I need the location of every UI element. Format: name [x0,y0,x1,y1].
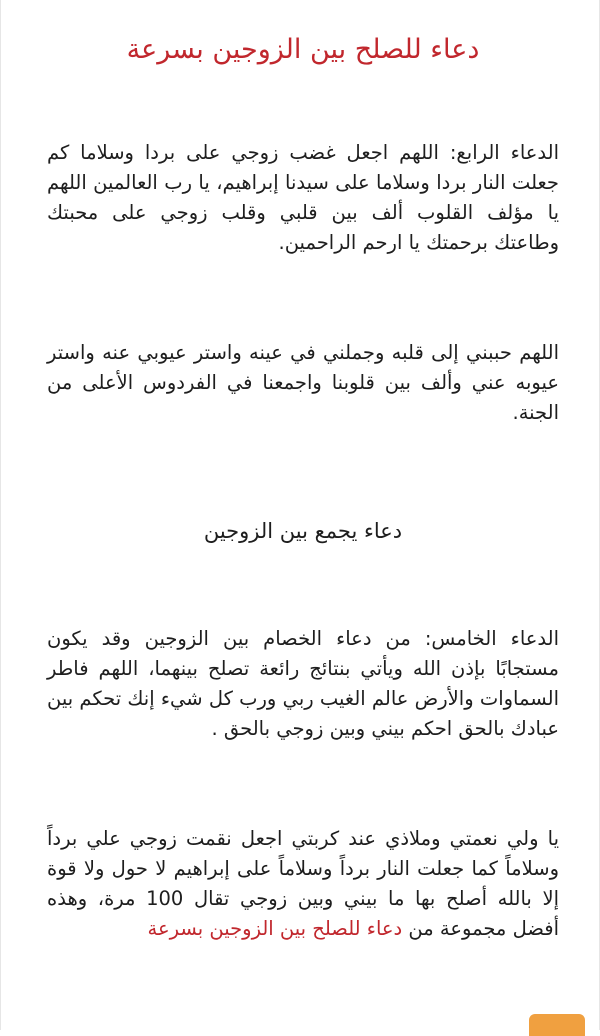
floating-action-button[interactable] [529,1014,585,1036]
prayer-paragraph-continued: اللهم حببني إلى قلبه وجملني في عينه واستر عيوبي عنه واستر عيوبه عني وألف بين قلوبنا واجمعنا في الفردوس الأعلى من الجنة. [47,341,559,424]
prayer-paragraph-6 [47,824,559,944]
prayer-paragraph-4: الدعاء الرابع: اللهم اجعل غضب زوجي على بردا وسلاما كم جعلت النار بردا وسلاما على سيدنا إبراهيم، يا رب العالمين اللهم يا مؤلف القلوب ألف بين قلبي وقلب زوجي على محبتك وطاعتك برحمتك يا ارحم الراحمين. [47,141,559,254]
section-heading: دعاء يجمع بين الزوجين [203,519,403,543]
prayer-paragraph-5: الدعاء الخامس: من دعاء الخصام بين الزوجين وقد يكون مستجابًا بإذن الله ويأتي بنتائج رائعة تصلح بينهما، اللهم فاطر السماوات والأرض عالم الغيب ربي ورب كل شيء إنك تحكم بين عبادك بالحق احكم بيني وبين زوجي بالحق . [47,627,559,740]
article-link[interactable]: دعاء للصلح بين الزوجين بسرعة [147,917,403,940]
page-title: دعاء للصلح بين الزوجين بسرعة [126,34,480,65]
paragraph-text: يا ولي نعمتي وملاذي عند كربتي اجعل نقمت زوجي علي برداً وسلاماً كما جعلت النار برداً وسلاماً على إبراهيم لا حول ولا قوة إلا بالله أصلح بها ما بيني وبين زوجي تقال 100 مرة، وهذه أفضل مجموعة من [47,827,559,940]
